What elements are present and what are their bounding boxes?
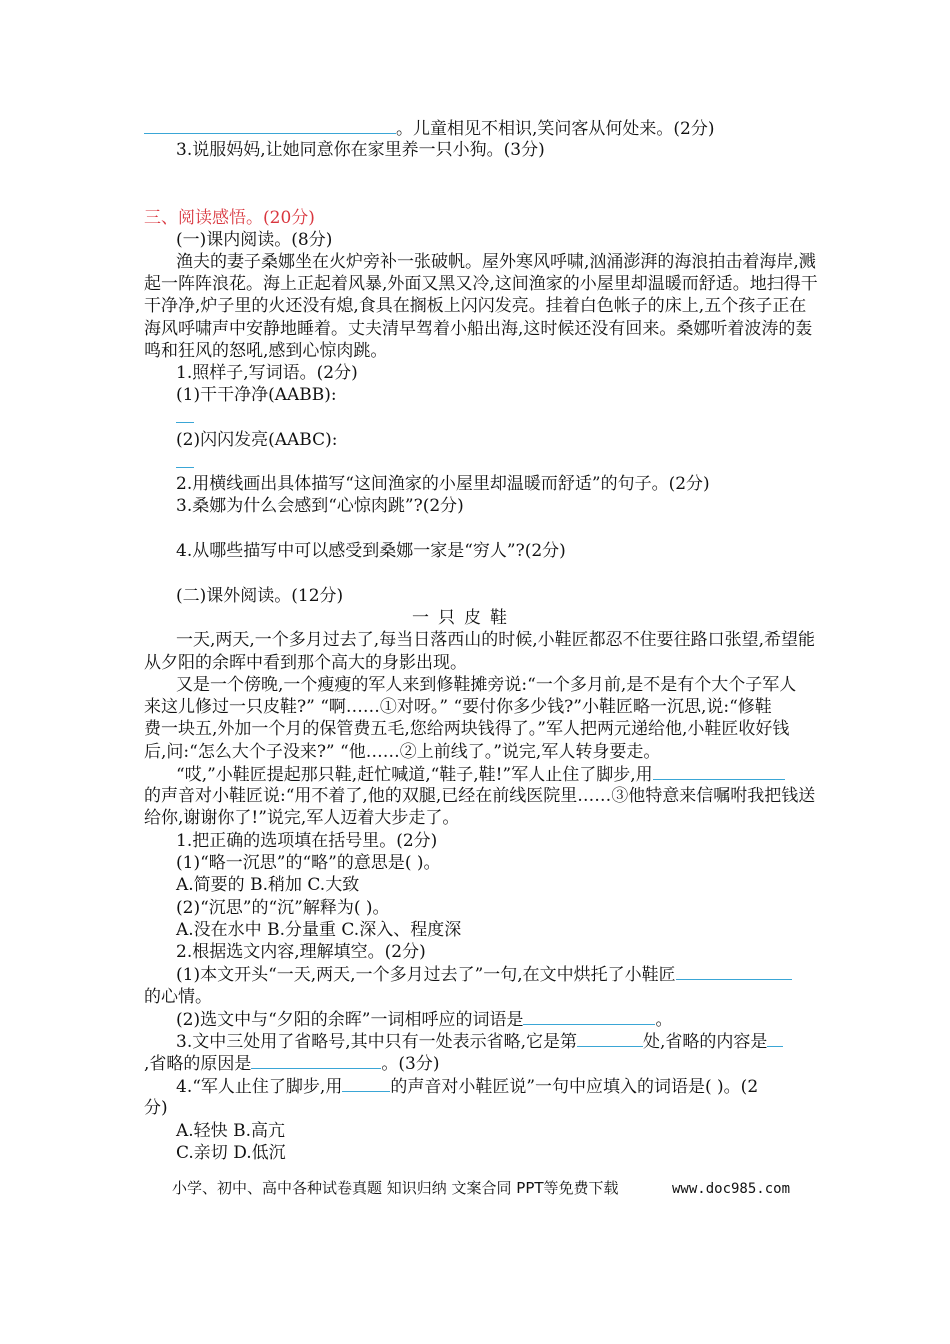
answer-line-1 (176, 406, 194, 429)
passage-2-line: 费一块五,外加一个月的保管费五毛,您给两块钱得了。”军人把两元递给他,小鞋匠收好钱 (144, 719, 790, 739)
passage-2-line: 又是一个傍晚,一个瘦瘦的军人来到修鞋摊旁说:“一个多月前,是不是有个大个子军人 (176, 675, 797, 695)
passage-2-line: 从夕阳的余晖中看到那个高大的身影出现。 (144, 653, 467, 673)
passage-2-line: 后,问:“怎么大个子没来?” “他……②上前线了。”说完,军人转身要走。 (144, 742, 661, 762)
section-3-heading: 三、阅读感悟。(20分) (144, 208, 315, 228)
answer-blank[interactable] (251, 1052, 381, 1069)
question-1-part-1: (1)干干净净(AABB): (176, 385, 337, 405)
question-1: 1.照样子,写词语。(2分) (176, 363, 358, 383)
reading-question-2: 2.根据选文内容,理解填空。(2分) (176, 942, 426, 962)
answer-blank[interactable] (144, 117, 396, 134)
question-3: 3.桑娜为什么会感到“心惊肉跳”?(2分) (176, 496, 464, 516)
reading-question-1-part-1: (1)“略一沉思”的“略”的意思是( )。 (176, 853, 441, 873)
answer-blank[interactable] (342, 1075, 390, 1092)
reading-question-1-part-2: (2)“沉思”的“沉”解释为( )。 (176, 898, 390, 918)
question-3-persuade: 3.说服妈妈,让她同意你在家里养一只小狗。(3分) (176, 140, 545, 160)
reading-question-3: 3.文中三处用了省略号,其中只有一处表示省略,它是第 处,省略的内容是 (176, 1030, 783, 1053)
passage-2-line: 的声音对小鞋匠说:“用不着了,他的双腿,已经在前线医院里……③他特意来信嘱咐我把钱送 (144, 786, 816, 806)
passage-2-line: 来这儿修过一只皮鞋?” “啊……①对呀。” “要付你多少钱?”小鞋匠略一沉思,说:“修鞋 (144, 697, 772, 717)
story-title: 一只皮鞋 (412, 608, 516, 628)
q-line-poem: 。儿童相见不相识,笑问客从何处来。(2分) (144, 117, 714, 140)
passage-1-line: 海风呼啸声中安静地睡着。丈夫清早驾着小船出海,这时候还没有回来。桑娜听着波涛的轰 (144, 319, 813, 339)
passage-1-line: 干净净,炉子里的火还没有熄,食具在搁板上闪闪发亮。挂着白色帐子的床上,五个孩子正在 (144, 296, 807, 316)
passage-2-line: “哎,”小鞋匠提起那只鞋,赶忙喊道,“鞋子,鞋!”军人止住了脚步,用 (176, 763, 785, 786)
reading-question-1: 1.把正确的选项填在括号里。(2分) (176, 831, 438, 851)
answer-blank[interactable] (523, 1008, 655, 1025)
answer-blank[interactable] (577, 1030, 643, 1047)
answer-blank[interactable] (176, 406, 194, 423)
footer-url[interactable]: www.doc985.com (672, 1181, 791, 1197)
answer-blank[interactable] (767, 1030, 783, 1047)
reading-question-2-part-1-end: 的心情。 (144, 987, 212, 1007)
passage-1-line: 鸣和狂风的怒吼,感到心惊肉跳。 (144, 341, 388, 361)
options-4-row-2: C.亲切 D.低沉 (176, 1143, 286, 1163)
question-2: 2.用横线画出具体描写“这间渔家的小屋里却温暖而舒适”的句子。(2分) (176, 474, 710, 494)
answer-blank[interactable] (176, 451, 194, 468)
reading-question-2-part-1: (1)本文开头“一天,两天,一个多月过去了”一句,在文中烘托了小鞋匠 (176, 963, 792, 986)
answer-blank[interactable] (676, 963, 792, 980)
answer-line-2 (176, 451, 194, 474)
reading-question-4: 4.“军人止住了脚步,用 的声音对小鞋匠说”一句中应填入的词语是( )。(2 (176, 1077, 759, 1097)
question-4: 4.从哪些描写中可以感受到桑娜一家是“穷人”?(2分) (176, 541, 566, 561)
reading-question-2-part-2: (2)选文中与“夕阳的余晖”一词相呼应的词语是 。 (176, 1010, 673, 1030)
passage-1-line: 起一阵阵浪花。海上正起着风暴,外面又黑又冷,这间渔家的小屋里却温暖而舒适。地扫得干 (144, 274, 818, 294)
answer-blank[interactable] (653, 763, 785, 780)
options-4-row-1: A.轻快 B.高亢 (176, 1121, 285, 1141)
footer-promo-text: 小学、初中、高中各种试卷真题 知识归纳 文案合同 PPT等免费下载 (172, 1179, 619, 1197)
reading-question-4-cont: 分) (144, 1098, 168, 1118)
options-1-part-2: A.没在水中 B.分量重 C.深入、程度深 (176, 920, 462, 940)
passage-1-line: 渔夫的妻子桑娜坐在火炉旁补一张破帆。屋外寒风呼啸,汹涌澎湃的海浪拍击着海岸,溅 (176, 252, 816, 272)
passage-2-line: 一天,两天,一个多月过去了,每当日落西山的时候,小鞋匠都忍不住要往路口张望,希望能 (176, 630, 816, 650)
question-1-part-2: (2)闪闪发亮(AABC): (176, 430, 338, 450)
reading-question-3-cont: ,省略的原因是 。(3分) (144, 1054, 440, 1074)
subsection-2-heading: (二)课外阅读。(12分) (176, 586, 344, 606)
options-1-part-1: A.简要的 B.稍加 C.大致 (176, 875, 360, 895)
passage-2-line: 给你,谢谢你了!”说完,军人迈着大步走了。 (144, 808, 460, 828)
subsection-1-heading: (一)课内阅读。(8分) (176, 230, 333, 250)
